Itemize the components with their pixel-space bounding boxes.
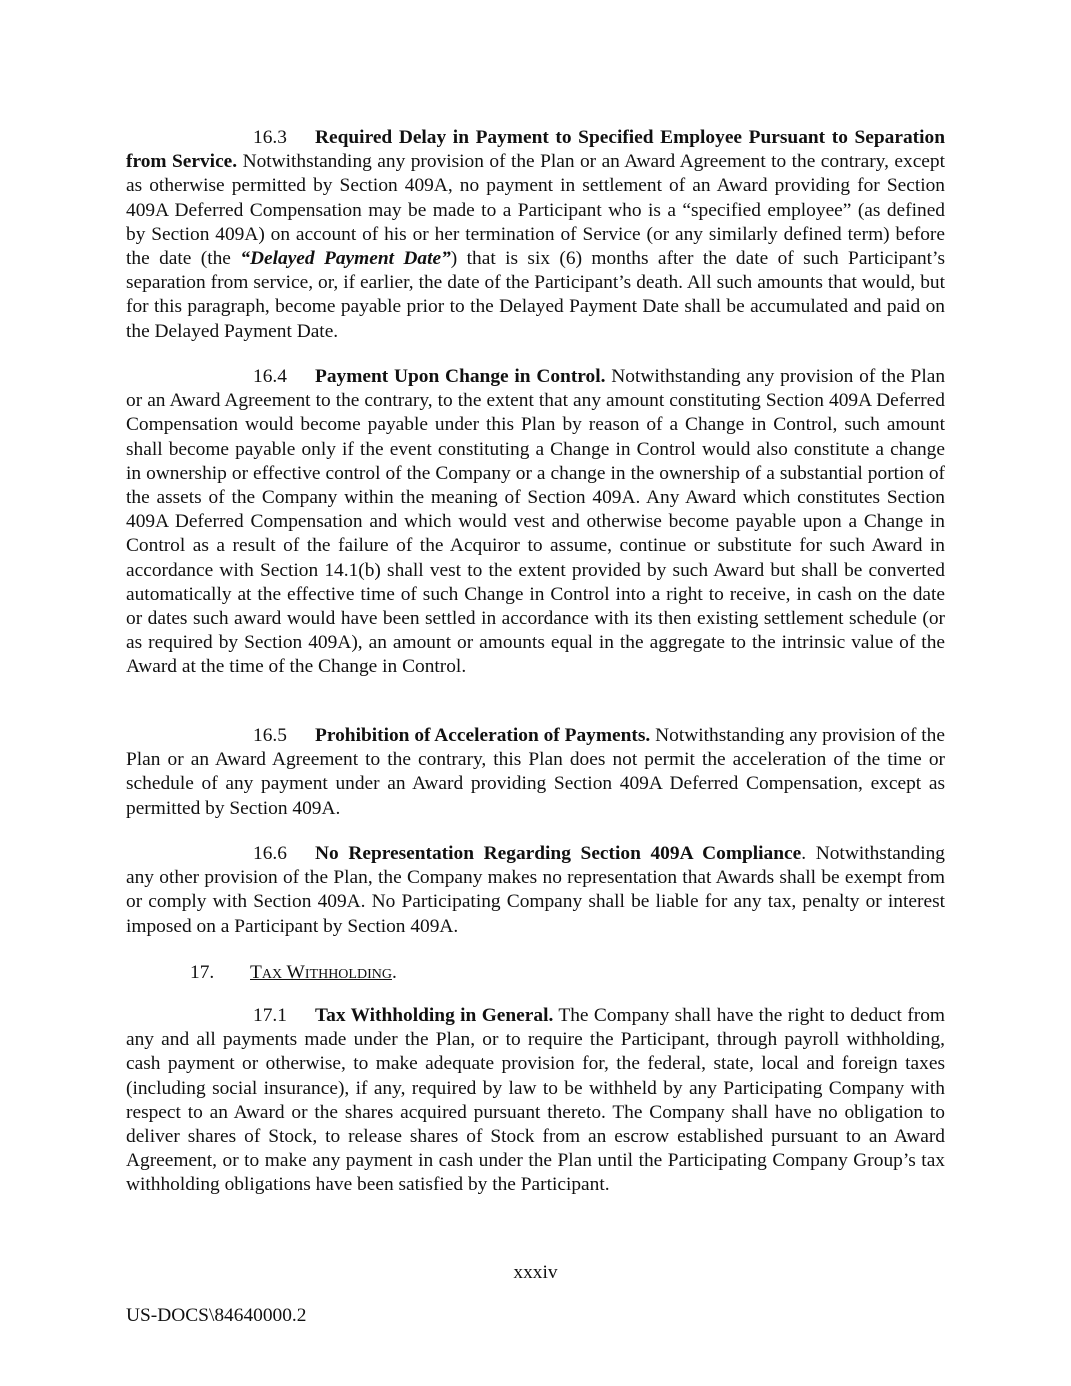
paragraph-heading: Tax Withholding in General.	[315, 1005, 554, 1026]
paragraph-number: 16.5	[253, 725, 287, 746]
document-id: US-DOCS\84640000.2	[126, 1305, 307, 1326]
paragraph-16-4	[126, 365, 945, 680]
paragraph-17-1	[126, 1004, 945, 1198]
paragraph-heading: No Representation Regarding Section 409A Compliance	[315, 843, 802, 864]
defined-term: “Delayed Payment Date”	[240, 248, 451, 270]
paragraph-text: . Notwithstanding any other provision of the Plan, the Company makes no representation that Awards shall be exempt from or comply with Section 409A. No Participating Company shall be liable for any tax, penalty or interest imposed on a Participant by Section 409A.	[126, 843, 945, 937]
paragraph-text: Notwithstanding any provision of the Plan or an Award Agreement to the contrary, to the extent that any amount constituting Section 409A Deferred Compensation would become payable under this Plan by reason of a Change in Control, such amount shall become payable only if the event constituting a Change in Control would also constitute a change in ownership or effective control of the Company or a change in the ownership of a substantial portion of the assets of the Company within the meaning of Section 409A. Any Award which constitutes Section 409A Deferred Compensation and which would vest and otherwise become payable upon a Change in Control as a result of the failure of the Acquiror to assume, continue or substitute for such Award in accordance with Section 14.1(b) shall vest to the extent provided by such Award but shall be converted automatically at the effective time of such Change in Control into a right to receive, in cash on the date or dates such award would have been settled in accordance with its then existing settlement schedule (or as required by Section 409A), an amount or amounts equal in the aggregate to the intrinsic value of the Award at the time of the Change in Control.	[126, 366, 946, 678]
paragraph-heading: Required Delay in Payment to Specified Employee Pursuant to Separation from Service.	[126, 127, 945, 173]
paragraph-number: 16.3	[253, 127, 287, 148]
section-title-punct: .	[391, 962, 397, 983]
paragraph-text: Notwithstanding any provision of the Plan or an Award Agreement to the contrary, this Plan does not permit the acceleration of the time or schedule of any payment under an Award providing Section 409A Deferred Compensation, except as permitted by Section 409A.	[126, 725, 945, 819]
paragraph-number: 17.1	[253, 1005, 287, 1026]
paragraph-text: Notwithstanding any provision of the Plan or an Award Agreement to the contrary, except as otherwise permitted by Section 409A, no payment in settlement of an Award providing for Section 409A Deferred Compensation may be made to a Participant who is a “specified employee” (as defined by Section 409A) on account of his or her termination of Service (or any similarly defined term) before the date (the	[126, 151, 945, 270]
section-title: Tax Withholding	[250, 962, 392, 983]
page-number: xxxiv	[513, 1262, 558, 1283]
paragraph-number: 16.4	[253, 366, 287, 387]
paragraph-text: ) that is six (6) months after the date of such Participant’s separation from service, or, if earlier, the date of the Participant’s death. All such amounts that would, but for this paragraph, become payable prior to the Delayed Payment Date shall be accumulated and paid on the Delayed Payment Date.	[126, 248, 945, 342]
paragraph-16-6	[126, 842, 945, 939]
paragraph-text: The Company shall have the right to deduct from any and all payments made under the Plan, or to require the Participant, through payroll withholding, cash payment or otherwise, to make adequate provision for, the federal, state, local and foreign taxes (including social insurance), if any, required by law to be withheld by any Participating Company with respect to an Award or the shares acquired pursuant thereto. The Company shall have no obligation to deliver shares of Stock, to release shares of Stock from an escrow established pursuant to an Award Agreement, or to make any payment in cash under the Plan until the Participating Company Group’s tax withholding obligations have been satisfied by the Participant.	[126, 1005, 945, 1196]
paragraph-number: 16.6	[253, 843, 287, 864]
paragraph-heading: Prohibition of Acceleration of Payments.	[315, 725, 651, 746]
paragraph-heading: Payment Upon Change in Control.	[315, 366, 606, 387]
paragraph-16-5	[126, 724, 945, 821]
section-17-heading	[190, 961, 397, 985]
section-number: 17.	[190, 962, 215, 983]
paragraph-16-3	[126, 126, 945, 344]
